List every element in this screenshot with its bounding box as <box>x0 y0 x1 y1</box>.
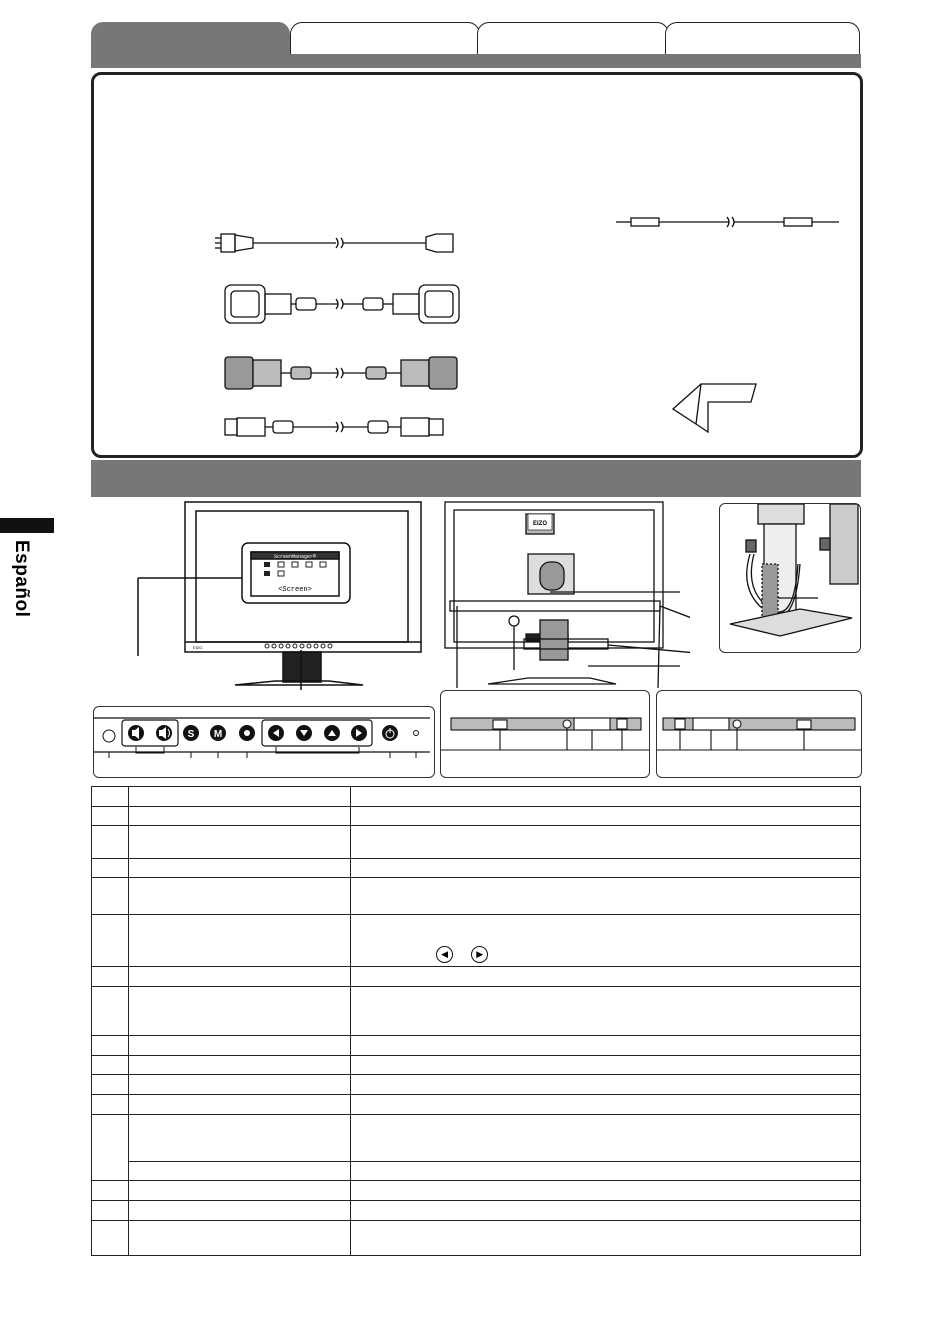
left-arrow-icon[interactable] <box>268 725 284 741</box>
table-row <box>92 1056 861 1075</box>
volume-down-icon[interactable] <box>128 725 144 741</box>
tab-1[interactable] <box>91 22 290 57</box>
table-row <box>92 807 861 826</box>
table-row <box>92 1221 861 1256</box>
rear-connectors-right <box>657 691 861 777</box>
osd-title: ScreenManager® <box>273 554 317 560</box>
power-cord-icon <box>215 234 453 252</box>
cable-holder-detail-illustration <box>720 504 860 652</box>
svg-text:S: S <box>187 729 195 740</box>
right-arrow-icon[interactable] <box>351 725 367 741</box>
table-row <box>92 1201 861 1221</box>
left-arrow-icon: ◀ <box>436 946 453 963</box>
audio-cable-icon <box>616 217 839 227</box>
front-button-row <box>265 644 332 648</box>
dvi-cable-icon <box>225 285 459 323</box>
sensor-icon <box>103 730 115 742</box>
table-row <box>92 787 861 807</box>
table-row <box>92 878 861 915</box>
language-label: Español <box>11 540 32 618</box>
usb-cable-icon <box>225 418 443 436</box>
front-logo: EIZO <box>193 645 203 650</box>
table-row <box>92 1095 861 1115</box>
power-indicator-icon <box>414 731 419 736</box>
monitor-rear-illustration <box>440 500 690 690</box>
tab-4[interactable] <box>665 22 860 57</box>
table-row <box>92 915 861 967</box>
down-arrow-icon[interactable] <box>296 725 312 741</box>
control-buttons-strip <box>94 707 434 777</box>
tab-3[interactable] <box>477 22 669 57</box>
rear-logo: EIZO <box>532 521 548 527</box>
monitor-front-illustration <box>95 500 435 690</box>
dsub-cable-icon <box>225 357 457 389</box>
table-row <box>92 1181 861 1201</box>
cables-illustration <box>91 72 861 452</box>
table-row <box>92 1115 861 1162</box>
power-icon[interactable] <box>382 725 398 741</box>
osd-item: <Screen> <box>278 586 312 594</box>
language-tab-marker <box>0 518 54 533</box>
right-arrow-icon: ▶ <box>471 946 488 963</box>
mode-m-button[interactable] <box>210 725 226 741</box>
table-row <box>92 1075 861 1095</box>
section-header-band <box>91 460 861 497</box>
enter-icon[interactable] <box>239 725 255 741</box>
up-arrow-icon[interactable] <box>324 725 340 741</box>
mode-s-button[interactable] <box>183 725 199 741</box>
volume-up-icon[interactable] <box>156 725 172 741</box>
svg-text:M: M <box>213 729 223 740</box>
rear-connectors-left <box>441 691 649 777</box>
tab-2[interactable] <box>290 22 480 57</box>
cable-holder-icon <box>673 384 756 432</box>
table-row <box>92 826 861 859</box>
table-row <box>92 859 861 878</box>
table-row <box>92 1036 861 1056</box>
spec-table <box>91 786 861 1256</box>
table-row <box>92 1162 861 1181</box>
table-row <box>92 987 861 1036</box>
table-row <box>92 967 861 987</box>
tab-bar <box>91 54 861 68</box>
